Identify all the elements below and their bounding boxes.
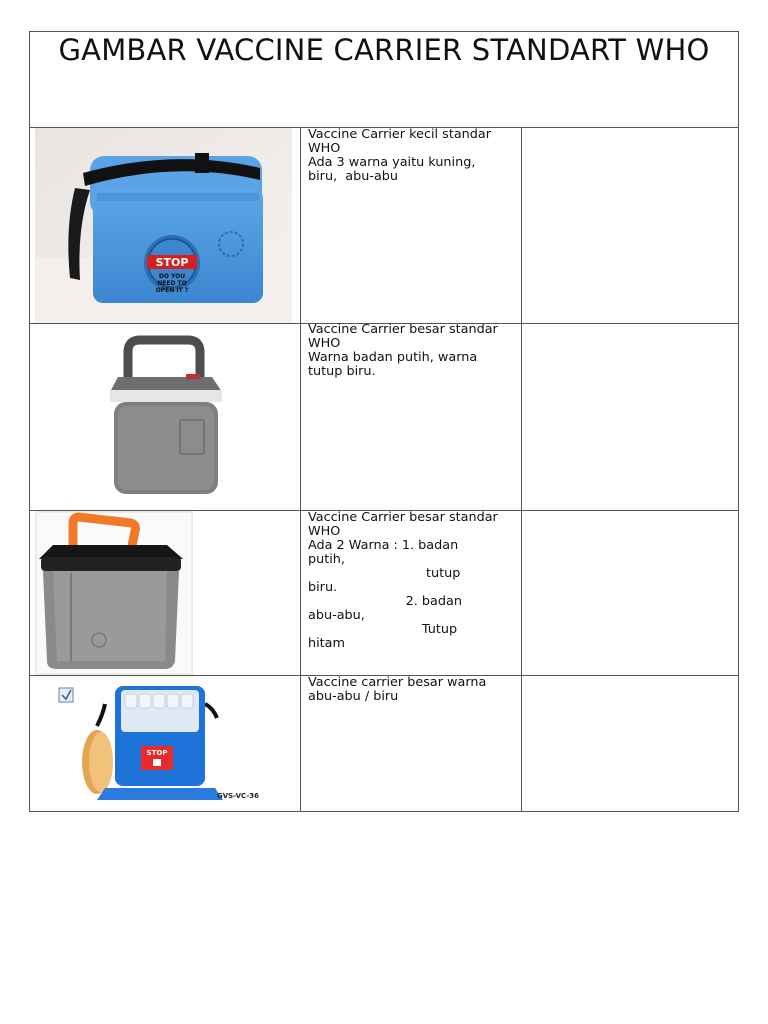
sticker-stop-text: STOP — [155, 256, 189, 269]
carrier-image-grey-black-lid — [35, 511, 193, 675]
row-description: Vaccine carrier besar warna abu-abu / biru — [308, 675, 487, 704]
sticker-text-line: NEED TO — [157, 280, 187, 287]
carrier-image-open-blue — [35, 676, 270, 810]
row-description: Vaccine Carrier besar standar WHO Warna badan putih, warna tutup biru. — [308, 322, 498, 379]
table-border-bottom — [29, 811, 739, 812]
sticker-text-line: OPEN IT ? — [155, 287, 189, 294]
row-description: Vaccine Carrier besar standar WHO Ada 2 Warna : 1. badan putih, tutup biru. 2. badan abu-abu, Tutup hitam — [308, 510, 498, 651]
carrier-image-small-blue — [35, 128, 292, 323]
sticker-stop-text: STOP — [146, 749, 168, 757]
model-label: GVS-VC-36 — [217, 792, 259, 800]
table-border-left — [29, 31, 30, 812]
sticker-text-line: DO YOU — [158, 273, 186, 280]
column-divider — [521, 127, 522, 812]
page-title: GAMBAR VACCINE CARRIER STANDART WHO — [58, 33, 710, 67]
row-description: Vaccine Carrier kecil standar WHO Ada 3 warna yaitu kuning, biru, abu-abu — [308, 127, 492, 184]
table-border-right — [738, 31, 739, 812]
table-border-top — [29, 31, 739, 32]
carrier-image-grey-handle — [100, 332, 240, 502]
column-divider — [300, 127, 301, 812]
